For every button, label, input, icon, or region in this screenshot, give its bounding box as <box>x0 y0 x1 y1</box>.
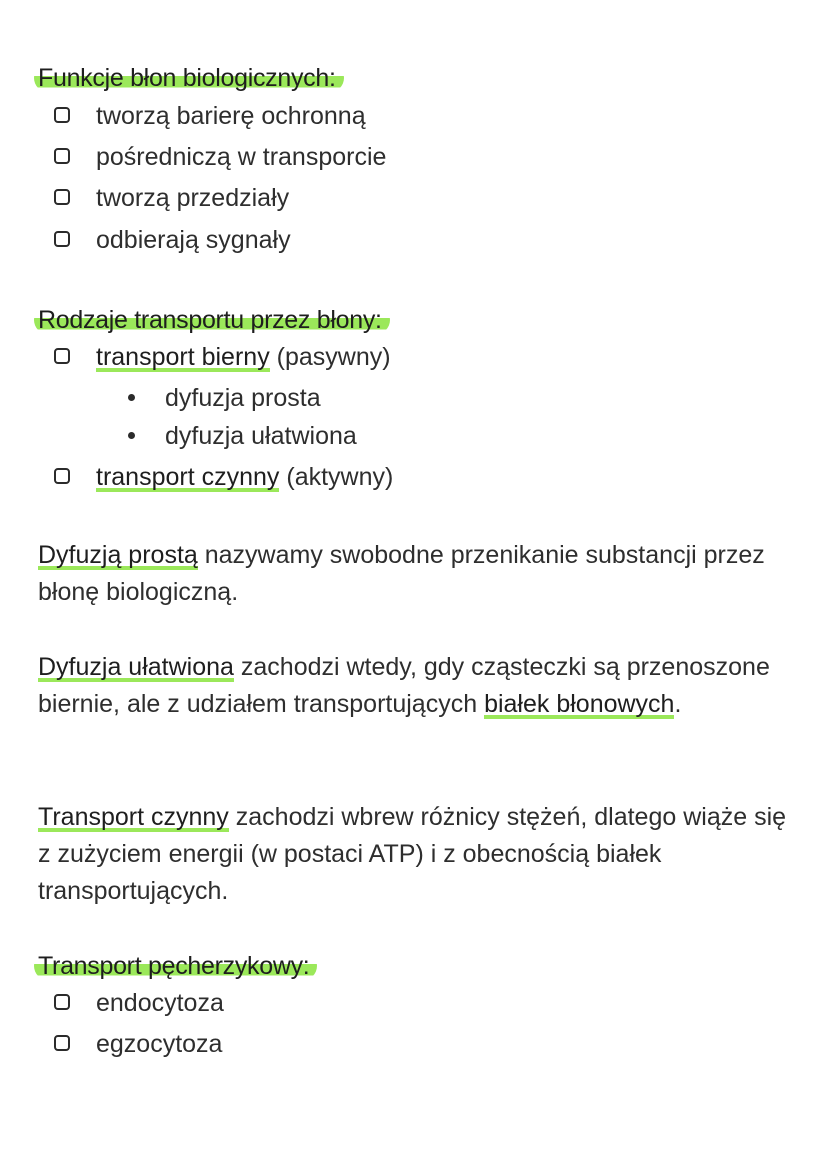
term-simple-diffusion: Dyfuzją prostą <box>38 541 198 569</box>
paragraph-active-transport <box>38 799 798 910</box>
checkbox-icon <box>54 468 70 484</box>
paragraph-simple-diffusion <box>38 537 798 611</box>
list-item-text: tworzą barierę ochronną <box>96 102 366 130</box>
sub-list-item-text: dyfuzja prosta <box>165 384 321 412</box>
heading-membrane-functions <box>38 62 344 94</box>
list-item-text: endocytoza <box>96 989 224 1017</box>
checkbox-icon <box>54 231 70 247</box>
heading-highlight: Funkcje błon biologicznych: <box>34 64 344 92</box>
paragraph-text: nazywamy swobodne przenikanie substancji przez błonę biologiczną. <box>38 541 765 606</box>
list-item-text: tworzą przedziały <box>96 184 290 212</box>
checkbox-icon <box>54 994 70 1010</box>
paragraph-text: zachodzi wtedy, gdy cząsteczki są przenoszone biernie, ale z udziałem transportujących <box>38 653 770 718</box>
paragraph-text: . <box>674 690 682 718</box>
list-item <box>54 461 393 493</box>
checkbox-icon <box>54 348 70 364</box>
heading-highlight: Rodzaje transportu przez błony: <box>34 306 390 334</box>
list-item <box>54 100 366 132</box>
heading-transport-types <box>38 304 390 336</box>
paragraph-text: zachodzi wbrew różnicy stężeń, dlatego wiąże się z zużyciem energii (w postaci ATP) i z obecnością białek transportujących. <box>38 803 787 905</box>
bullet-icon <box>128 394 135 401</box>
term-membrane-proteins: białek błonowych <box>484 690 675 718</box>
list-item-text: odbierają sygnały <box>96 226 291 254</box>
list-item <box>54 182 289 214</box>
checkbox-icon <box>54 148 70 164</box>
sub-list-item-text: dyfuzja ułatwiona <box>165 422 357 450</box>
sub-list-item <box>128 420 357 452</box>
heading-highlight: Transport pęcherzykowy: <box>34 952 317 980</box>
checkbox-icon <box>54 1035 70 1051</box>
sub-list-item <box>128 382 321 414</box>
list-item <box>54 987 224 1019</box>
list-item <box>54 141 386 173</box>
list-item-text: pośredniczą w transporcie <box>96 143 387 171</box>
paragraph-facilitated-diffusion <box>38 649 798 723</box>
heading-vesicular-transport <box>38 950 317 982</box>
list-item <box>54 1028 222 1060</box>
bullet-icon <box>128 432 135 439</box>
list-item <box>54 224 291 256</box>
checkbox-icon <box>54 107 70 123</box>
list-item-text: (pasywny) <box>269 343 391 371</box>
list-item-text: (aktywny) <box>279 463 394 491</box>
term-facilitated-diffusion: Dyfuzja ułatwiona <box>38 653 234 681</box>
term-active-transport: transport czynny <box>96 463 280 491</box>
checkbox-icon <box>54 189 70 205</box>
term-active-transport-def: Transport czynny <box>38 803 229 831</box>
list-item <box>54 341 391 373</box>
list-item-text: egzocytoza <box>96 1030 223 1058</box>
term-passive-transport: transport bierny <box>96 343 270 371</box>
